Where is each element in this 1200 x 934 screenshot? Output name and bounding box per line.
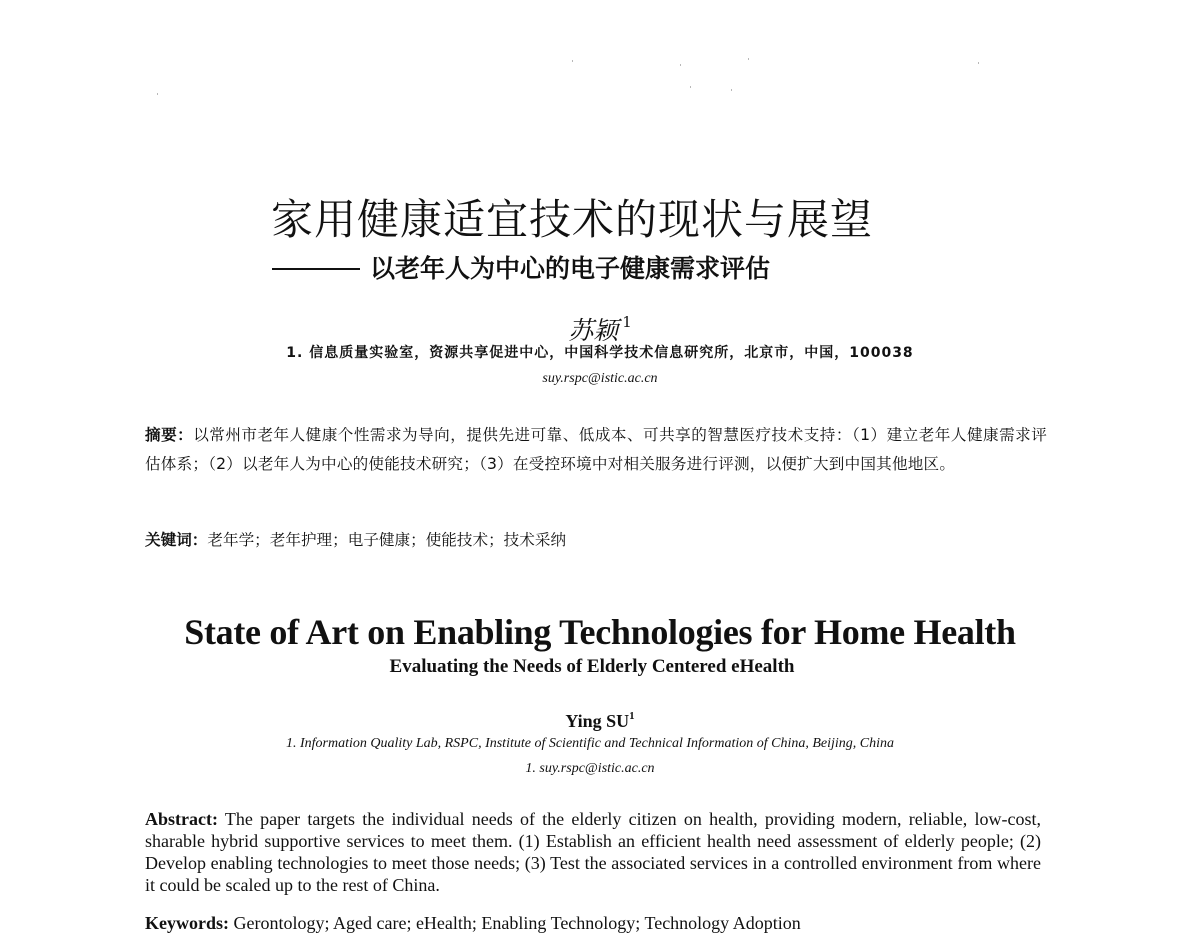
chinese-email: suy.rspc@istic.ac.cn [542,371,658,386]
chinese-keywords [145,527,1047,553]
english-keywords-text: Gerontology; Aged care; eHealth; Enabling Technology; Technology Adoption [233,913,801,933]
english-author-name: Ying SU [565,711,630,731]
english-email: 1. suy.rspc@istic.ac.cn [525,761,655,776]
chinese-keywords-text: 老年学；老年护理；电子健康；使能技术；技术采纳 [207,531,567,549]
english-subtitle: Evaluating the Needs of Elderly Centered eHealth [389,656,795,677]
english-title: State of Art on Enabling Technologies for Home Health [184,612,1016,652]
chinese-abstract-label: 摘要： [145,426,194,444]
chinese-keywords-label: 关键词： [145,531,208,549]
chinese-author-sup: 1 [622,313,632,331]
scan-speck [157,93,158,95]
chinese-abstract [145,421,1047,479]
scan-speck [731,89,732,91]
english-abstract [145,808,1041,896]
scan-speck [572,60,573,62]
em-dash-rule [272,268,360,270]
scan-speck [680,64,681,66]
chinese-subtitle [272,252,770,286]
english-affiliation: 1. Information Quality Lab, RSPC, Institute of Scientific and Technical Information of China, Beijing, China [285,736,895,751]
english-keywords [145,912,1041,934]
chinese-subtitle-text: 以老年人为中心的电子健康需求评估 [370,254,771,283]
chinese-abstract-text: 以常州市老年人健康个性需求为导向，提供先进可靠、低成本、可共享的智慧医疗技术支持：（1）建立老年人健康需求评估体系；（2）以老年人为中心的使能技术研究；（3）在受控环境中对相关服务进行评测，以便扩大到中国其他地区。 [145,426,1047,473]
scan-speck [690,86,691,88]
scan-speck [978,62,979,64]
chinese-author [0,305,1200,348]
chinese-title: 家用健康适宜技术的现状与展望 [270,195,873,244]
scan-speck [748,58,749,60]
chinese-author-name: 苏颖 [568,316,619,345]
chinese-affiliation: 1. 信息质量实验室，资源共享促进中心，中国科学技术信息研究所，北京市，中国，100038 [286,345,914,361]
english-author [0,703,1200,734]
english-abstract-text: The paper targets the individual needs of the elderly citizen on health, providing modern, reliable, low-cost, sharable hybrid supportive services to meet them. (1) Establish an efficient health need assessment of elderly people; (2) Develop enabling technologies to meet those needs; (3) Test the associated services in a controlled environment from where it could be scaled up to the rest of China. [145,809,1041,895]
english-keywords-label: Keywords: [145,913,229,933]
english-author-sup: 1 [629,710,635,722]
english-abstract-label: Abstract: [145,809,218,829]
